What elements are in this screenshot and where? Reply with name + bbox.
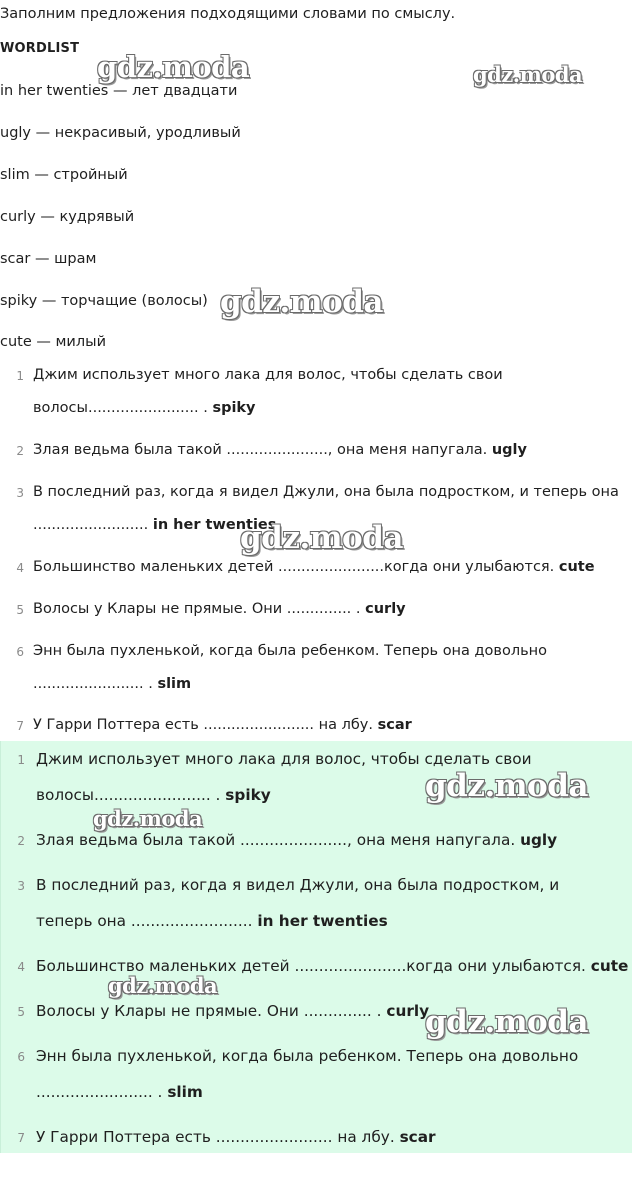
answer-word: curly — [386, 1002, 430, 1020]
task-line — [33, 676, 191, 692]
task-answer: cute — [558, 559, 595, 575]
answer-line: Джим использует много лака для волос, чтобы сделать свои — [36, 750, 532, 768]
task-line — [33, 601, 406, 617]
answer-number: 3 — [17, 879, 25, 893]
answer-word: scar — [399, 1128, 436, 1146]
answer-line — [36, 1002, 429, 1020]
task-line: Джим использует много лака для волос, чтобы сделать свои — [33, 367, 503, 383]
task-number: 2 — [16, 444, 24, 458]
task-answer: curly — [365, 601, 406, 617]
watermark: gdz.moda — [220, 284, 383, 320]
answer-number: 1 — [17, 753, 25, 767]
wordlist-item: cute — милый — [0, 334, 106, 350]
answer-line — [36, 912, 388, 930]
wordlist-item: curly — кудрявый — [0, 209, 135, 225]
watermark: gdz.moda — [473, 62, 583, 87]
wordlist-item: scar — шрам — [0, 251, 97, 267]
answer-word: ugly — [520, 831, 558, 849]
answer-blank: волосы........................ . — [36, 786, 221, 804]
task-text: У Гарри Поттера есть ........................ на лбу. — [33, 717, 373, 733]
task-line — [33, 442, 527, 458]
answer-line: Энн была пухленькой, когда была ребенком. Теперь она довольно — [36, 1047, 579, 1065]
task-line — [33, 717, 412, 733]
task-number: 6 — [16, 645, 24, 659]
task-answer: ugly — [491, 442, 527, 458]
answer-text: У Гарри Поттера есть ........................ на лбу. — [36, 1128, 395, 1146]
watermark: gdz.moda — [240, 520, 403, 556]
task-answer: scar — [377, 717, 412, 733]
answer-blank: теперь она ......................... — [36, 912, 258, 930]
answer-line — [36, 1128, 436, 1146]
watermark: gdz.moda — [108, 973, 218, 998]
task-text: Волосы у Клары не прямые. Они .............. . — [33, 601, 361, 617]
task-number: 3 — [16, 486, 24, 500]
watermark: gdz.moda — [97, 50, 250, 84]
watermark: gdz.moda — [93, 806, 203, 831]
intro-text: Заполним предложения подходящими словами по смыслу. — [0, 6, 456, 22]
task-answer: in her twenties — [152, 517, 277, 533]
task-line: Энн была пухленькой, когда была ребенком. Теперь она довольно — [33, 643, 548, 659]
answer-line: В последний раз, когда я видел Джули, она была подростком, и — [36, 876, 560, 894]
answer-number: 7 — [17, 1131, 25, 1145]
answer-blank: ........................ . — [36, 1083, 163, 1101]
answer-number: 4 — [17, 960, 25, 974]
answer-word: spiky — [225, 786, 271, 804]
task-line: В последний раз, когда я видел Джули, она была подростком, и теперь она — [33, 484, 619, 500]
wordlist-title: WORDLIST — [0, 41, 80, 56]
wordlist-item: ugly — некрасивый, уродливый — [0, 125, 241, 141]
answer-text: Большинство маленьких детей .......................когда они улыбаются. — [36, 957, 586, 975]
task-answer: spiky — [212, 400, 256, 416]
task-number: 7 — [16, 719, 24, 733]
task-line — [33, 400, 256, 416]
answer-word: in her twenties — [257, 912, 388, 930]
task-number: 5 — [16, 603, 24, 617]
task-blank: волосы........................ . — [33, 400, 208, 416]
task-text: Большинство маленьких детей .......................когда они улыбаются. — [33, 559, 555, 575]
answer-word: cute — [590, 957, 629, 975]
watermark: gdz.moda — [425, 768, 588, 804]
task-line — [33, 559, 595, 575]
answer-line — [36, 957, 628, 975]
answer-number: 5 — [17, 1005, 25, 1019]
task-blank: ........................ . — [33, 676, 153, 692]
task-line — [33, 517, 276, 533]
wordlist-item: in her twenties — лет двадцати — [0, 83, 238, 99]
task-number: 1 — [16, 369, 24, 383]
answer-text: Злая ведьма была такой ......................, она меня напугала. — [36, 831, 516, 849]
watermark: gdz.moda — [425, 1004, 588, 1040]
answer-number: 6 — [17, 1050, 25, 1064]
answer-line — [36, 1083, 203, 1101]
task-text: Злая ведьма была такой ......................, она меня напугала. — [33, 442, 488, 458]
answer-number: 2 — [17, 834, 25, 848]
wordlist-item: slim — стройный — [0, 167, 128, 183]
task-number: 4 — [16, 561, 24, 575]
answer-word: slim — [167, 1083, 203, 1101]
task-blank: ......................... — [33, 517, 153, 533]
answer-line — [36, 786, 271, 804]
answer-line — [36, 831, 557, 849]
task-answer: slim — [157, 676, 192, 692]
answer-text: Волосы у Клары не прямые. Они .............. . — [36, 1002, 382, 1020]
wordlist-item: spiky — торчащие (волосы) — [0, 293, 208, 309]
